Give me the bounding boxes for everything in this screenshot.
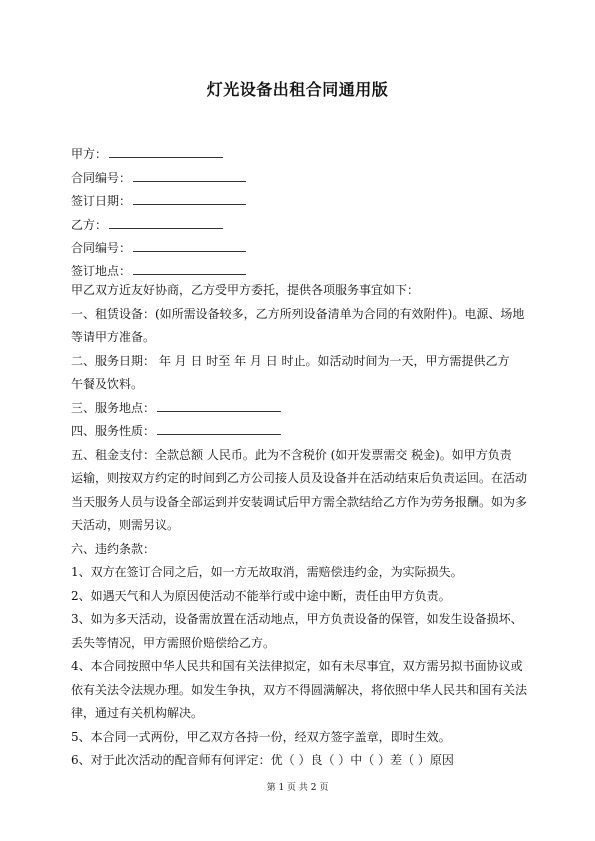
clause-1-line-2: 等请甲方准备。	[71, 330, 156, 344]
sign-place-label: 签订地点：	[71, 264, 132, 278]
contract-no-1-blank[interactable]	[133, 169, 246, 182]
sign-date-label: 签订日期：	[71, 194, 132, 208]
item-4-line-2: 依有关法令法规办理。如发生争执，双方不得圆满解决，将依照中华人民共和国有关法	[71, 682, 528, 697]
clause-2-line-2: 午餐及饮料。	[71, 377, 144, 391]
clause-5-line-3: 当天服务人员与设备全部运到并安装调试后甲方需全款结给乙方作为劳务报酬。如为多	[71, 494, 528, 509]
clause-5-line-1: 五、租金支付：全款总额 人民币。此为不含税价 (如开发票需交 税金)。如甲方负责	[71, 447, 512, 462]
contract-no-1-field	[71, 169, 246, 185]
contract-no-2-label: 合同编号：	[71, 241, 132, 255]
item-6: 6、对于此次活动的配音师有何评定：优（ ）良（ ）中（ ）差（ ）原因	[71, 753, 454, 767]
contract-no-1-label: 合同编号：	[71, 171, 132, 185]
clause-3-line	[71, 397, 525, 421]
intro-text: 甲乙双方近友好协商，乙方受甲方委托，提供各项服务事宜如下：	[71, 283, 420, 297]
party-a-field	[71, 145, 223, 161]
sign-date-field	[71, 192, 246, 208]
item-4-line-1: 4、本合同按照中华人民共和国有关法律拟定，如有未尽事宜，双方需另拟书面协议或	[71, 659, 523, 673]
clause-4-label: 四、服务性质：	[71, 424, 156, 438]
party-b-blank[interactable]	[109, 216, 223, 229]
contract-body	[71, 279, 528, 773]
contract-no-2-field	[71, 239, 246, 255]
clause-4-line	[71, 420, 525, 444]
sign-place-blank[interactable]	[133, 262, 246, 275]
item-1: 1、双方在签订合同之后，如一方无故取消，需赔偿违约金，为实际损失。	[71, 565, 463, 579]
clause-6-heading: 六、违约条款：	[71, 541, 156, 556]
clause-5-line-2: 运输，则按双方约定的时间到乙方公司接人员及设备并在活动结束后负责运回。在活动	[71, 471, 528, 485]
party-a-blank[interactable]	[109, 145, 223, 158]
item-3-line-2: 丢失等情况，甲方需照价赔偿给乙方。	[71, 635, 276, 650]
clause-3-label: 三、服务地点：	[71, 400, 156, 415]
clause-1-line-1: 一、租赁设备：(如所需设备较多，乙方所列设备清单为合同的有效附件)。电源、场地	[71, 306, 525, 321]
clause-2-line-1: 二、服务日期： 年 月 日 时至 年 月 日 时止。如活动时间为一天，甲方需提供乙方	[71, 353, 510, 368]
item-5: 5、本合同一式两份，甲乙双方各持一份，经双方签字盖章，即时生效。	[71, 729, 451, 744]
item-3-line-1: 3、如为多天活动，设备需放置在活动地点，甲方负责设备的保管，如发生设备损坏、	[71, 612, 523, 626]
clause-5-line-4: 天活动，则需另议。	[71, 518, 180, 532]
sign-date-blank[interactable]	[133, 192, 246, 205]
item-2: 2、如遇天气和人为原因使活动不能举行或中途中断，责任由甲方负责。	[71, 588, 451, 603]
service-location-blank[interactable]	[157, 399, 281, 412]
document-title: 灯光设备出租合同通用版	[206, 80, 389, 99]
party-b-field	[71, 216, 223, 232]
sign-place-field	[71, 262, 246, 278]
service-type-blank[interactable]	[157, 422, 281, 435]
party-b-label: 乙方：	[71, 218, 108, 232]
page-footer: 第 1 页 共 2 页	[266, 783, 329, 793]
item-4-line-3: 律，通过有关机构解决。	[71, 706, 204, 720]
party-a-label: 甲方：	[71, 147, 108, 161]
contract-no-2-blank[interactable]	[133, 239, 246, 252]
